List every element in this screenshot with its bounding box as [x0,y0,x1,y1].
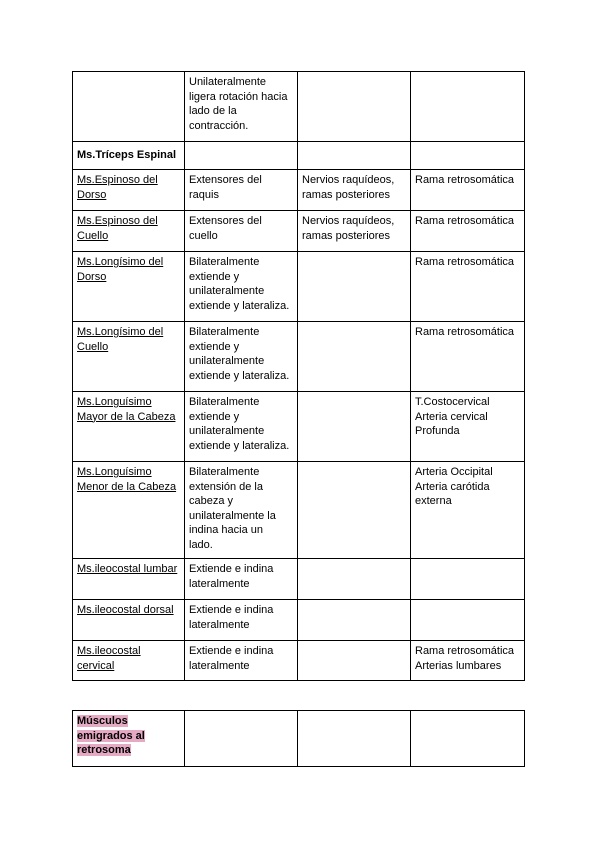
muscle-link[interactable]: Ms.Espinoso del Dorso [73,170,185,211]
muscle-link[interactable]: Ms.Longísimo del Cuello [73,322,185,392]
action-cell: Extiende e indina lateralmente [185,559,298,600]
highlighted-heading-line-1: Músculos [77,715,128,727]
action-cell: Extiende e indina lateralmente [185,641,298,681]
nerve-cell: Nervios raquídeos, ramas posteriores [298,170,411,211]
nerve-cell [298,641,411,681]
table-row [73,211,525,252]
emigrated-muscles-header [73,711,185,767]
artery-cell: Rama retrosomática [411,322,525,392]
nerve-cell: Nervios raquídeos, ramas posteriores [298,211,411,252]
artery-cell: Arteria Occipital Arteria carótida externa [411,462,525,559]
highlighted-heading-line-2: emigrados al [77,729,145,742]
table-row [73,462,525,559]
empty-cell [411,711,525,767]
artery-cell: T.Costocervical Arteria cervical Profunda [411,392,525,462]
table-row [73,711,525,767]
artery-cell [411,600,525,641]
muscle-table [72,71,525,681]
table-row [73,142,525,170]
emigrated-muscles-table [72,710,525,767]
artery-cell [411,559,525,600]
action-cell [185,142,298,170]
nerve-cell [298,462,411,559]
nerve-cell [298,252,411,322]
table-row [73,392,525,462]
highlighted-heading-line-3: retrosoma [77,744,131,756]
table-row [73,559,525,600]
nerve-cell [298,600,411,641]
action-cell: Unilateralmente ligera rotación hacia lado de la contracción. [185,72,298,142]
muscle-link[interactable]: Ms.ileocostal lumbar [73,559,185,600]
action-cell: Bilateralmente extensión de la cabeza y unilateralmente la indina hacia un lado. [185,462,298,559]
artery-cell [411,142,525,170]
action-cell: Bilateralmente extiende y unilateralmente extiende y lateraliza. [185,322,298,392]
nerve-cell [298,142,411,170]
muscle-link[interactable]: Ms.ileocostal cervical [73,641,185,681]
nerve-cell [298,392,411,462]
nerve-cell [298,72,411,142]
action-cell: Extiende e indina lateralmente [185,600,298,641]
muscle-cell [73,72,185,142]
artery-cell [411,72,525,142]
artery-cell: Rama retrosomática [411,170,525,211]
artery-cell: Rama retrosomática Arterias lumbares [411,641,525,681]
table-row [73,641,525,681]
muscle-link[interactable]: Ms.Longísimo del Dorso [73,252,185,322]
table-row [73,72,525,142]
empty-cell [298,711,411,767]
empty-cell [185,711,298,767]
table-row [73,170,525,211]
artery-cell: Rama retrosomática [411,211,525,252]
table-row [73,252,525,322]
section-title: Ms.Tríceps Espinal [73,142,185,170]
action-cell: Extensores del raquis [185,170,298,211]
muscle-link[interactable]: Ms.Longuísimo Menor de la Cabeza [73,462,185,559]
nerve-cell [298,322,411,392]
nerve-cell [298,559,411,600]
muscle-link[interactable]: Ms.Longuísimo Mayor de la Cabeza [73,392,185,462]
muscle-link[interactable]: Ms.Espinoso del Cuello [73,211,185,252]
table-row [73,600,525,641]
action-cell: Extensores del cuello [185,211,298,252]
artery-cell: Rama retrosomática [411,252,525,322]
action-cell: Bilateralmente extiende y unilateralmente extiende y lateraliza. [185,252,298,322]
muscle-link[interactable]: Ms.ileocostal dorsal [73,600,185,641]
action-cell: Bilateralmente extiende y unilateralmente extiende y lateraliza. [185,392,298,462]
table-row [73,322,525,392]
